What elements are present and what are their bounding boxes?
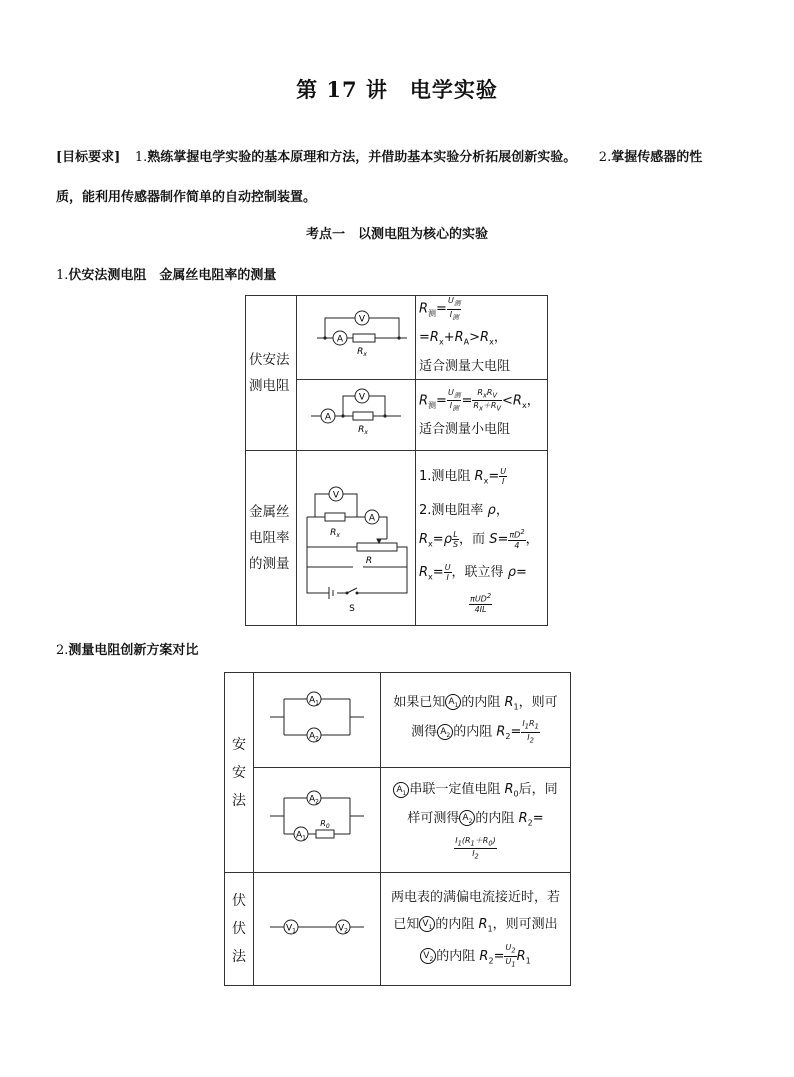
circuit-diagram-6: [254, 873, 380, 981]
label-resistivity: 金属丝电阻率的测量: [246, 450, 297, 625]
aa-explain-2: $A_1$ 串联一定值电阻 $R_0$后，同 样可测得 $A_2$ 的内阻 $R_2=$ $\frac{I_1(R_1+R_0)}{I_2}$: [381, 768, 571, 873]
circuit-aa-2: [254, 768, 381, 873]
vv-line-2: 已知 $V_1$ 的内阻 $R_1$，则可测出: [393, 916, 558, 934]
goal-1-text: 熟练掌握电学实验的基本原理和方法，并借助基本实验分析拓展创新实验。: [147, 150, 577, 165]
ammeter-label-2: A: [324, 412, 332, 423]
goal-2-text: 掌握传感器的性: [611, 150, 703, 165]
v1-label: $V_1$: [286, 923, 296, 935]
heading-1: [56, 264, 276, 283]
voltmeter-label-3: V: [332, 490, 340, 501]
a1-meter-icon: $A_1$: [445, 694, 461, 710]
rx-label-3: $R_x$: [330, 527, 340, 539]
voltmeter-label: V: [358, 314, 366, 325]
label-voltammetry: 伏安法测电阻: [246, 296, 297, 451]
goals-line-2: 质，能利用传感器制作简单的自动控制装置。: [56, 190, 317, 205]
heading-2-num: 2.: [56, 643, 69, 658]
a1-label-2: $A_1$: [296, 830, 306, 842]
a2-meter-icon-2: $A_2$: [459, 810, 475, 826]
heading-1-num: 1.: [56, 268, 69, 283]
circuit-diagram-3: [297, 451, 415, 621]
heading-1-text: 伏安法测电阻 金属丝电阻率的测量: [68, 268, 277, 283]
switch-label: S: [349, 603, 355, 614]
circuit-diagram-5: [254, 768, 380, 868]
vv-explain: [381, 873, 571, 986]
goals-line-1: [56, 146, 702, 165]
circuit-aa-1: [254, 673, 381, 768]
vv-line-3: $V_2$ 的内阻 $R_2=$ $\frac{U_2}{U_1}$ $R_1$: [381, 943, 570, 975]
page-title: 第 17 讲 电学实验: [296, 77, 498, 102]
a2-label: $A_2$: [309, 731, 319, 743]
a1-meter-icon-2: $A_1$: [393, 782, 409, 798]
rx-label-2: $R_x$: [358, 424, 368, 436]
section-heading: 考点一 以测电阻为核心的实验: [305, 227, 488, 242]
a2-label-2: $A_2$: [309, 794, 319, 806]
circuit-external-ammeter: [297, 296, 416, 380]
formula-1: $R_测=$ $\frac{U_测}{I_测}$ $=R_x+R_A>R_x$，: [419, 296, 507, 347]
r0-label: $R_0$: [320, 819, 330, 830]
resistivity-result: $\frac{\pi UD^2}{4IL}$: [470, 591, 492, 614]
resistivity-line-1: 1.测电阻 $R_x=$ $\frac{U}{I}$: [419, 467, 507, 487]
resistivity-line-3: $R_x=\rho$ $\frac{L}{S}$ ，而 S= $\frac{\pi D^2}{4}$ ，: [419, 528, 539, 550]
ammeter-label-3: A: [368, 513, 376, 524]
formula-resistivity: [416, 450, 548, 625]
v1-meter-icon: $V_1$: [419, 916, 435, 932]
table-innovative: [224, 672, 571, 986]
a2-meter-icon: $A_2$: [437, 724, 453, 740]
rheostat-label: R: [365, 555, 373, 566]
circuit-vv: [254, 873, 381, 986]
label-voltmeter-voltmeter: 伏伏法: [225, 873, 254, 986]
formula-internal: [416, 379, 548, 450]
rx-label: $R_x$: [357, 347, 367, 359]
voltmeter-label-2: V: [358, 392, 366, 403]
circuit-internal-ammeter: [297, 379, 416, 450]
goals-bracket: [目标要求]: [56, 150, 121, 165]
goal-1-num: 1.: [134, 150, 148, 165]
ammeter-label: A: [336, 334, 344, 345]
label-ammeter-ammeter: 安安法: [225, 673, 254, 873]
circuit-diagram-4: [254, 673, 380, 763]
table-voltammetry: [245, 295, 548, 626]
resistivity-line-4: $R_x=$ $\frac{U}{I}$ ，联立得 ρ=: [419, 563, 527, 583]
resistivity-line-2: 2.测电阻率 ρ，: [419, 502, 509, 518]
a1-label: $A_1$: [309, 695, 319, 707]
note-large: 适合测量大电阻: [419, 358, 511, 374]
heading-2-text: 测量电阻创新方案对比: [68, 643, 199, 658]
goal-2-num: 2.: [598, 150, 612, 165]
aa-explain-1: 如果已知 $A_1$ 的内阻 $R_1$，则可 测得 $A_2$ 的内阻 $R_2=$ $\frac{I_1R_1}{I_2}$: [381, 673, 571, 768]
vv-line-1: 两电表的满偏电流接近时，若: [390, 889, 560, 905]
circuit-resistivity: [297, 450, 416, 625]
formula-external: [416, 296, 548, 380]
circuit-diagram-1: [297, 302, 415, 368]
circuit-diagram-2: [297, 380, 415, 446]
note-small: 适合测量小电阻: [419, 421, 511, 437]
heading-2: [56, 639, 198, 658]
v2-label: $V_2$: [338, 923, 348, 935]
v2-meter-icon: $V_2$: [420, 948, 436, 964]
formula-2: $R_测=$ $\frac{U_测}{I_测}$ = $\frac{R_xR_V}{R_x+R_V}$ $<R_x$，: [419, 387, 540, 413]
